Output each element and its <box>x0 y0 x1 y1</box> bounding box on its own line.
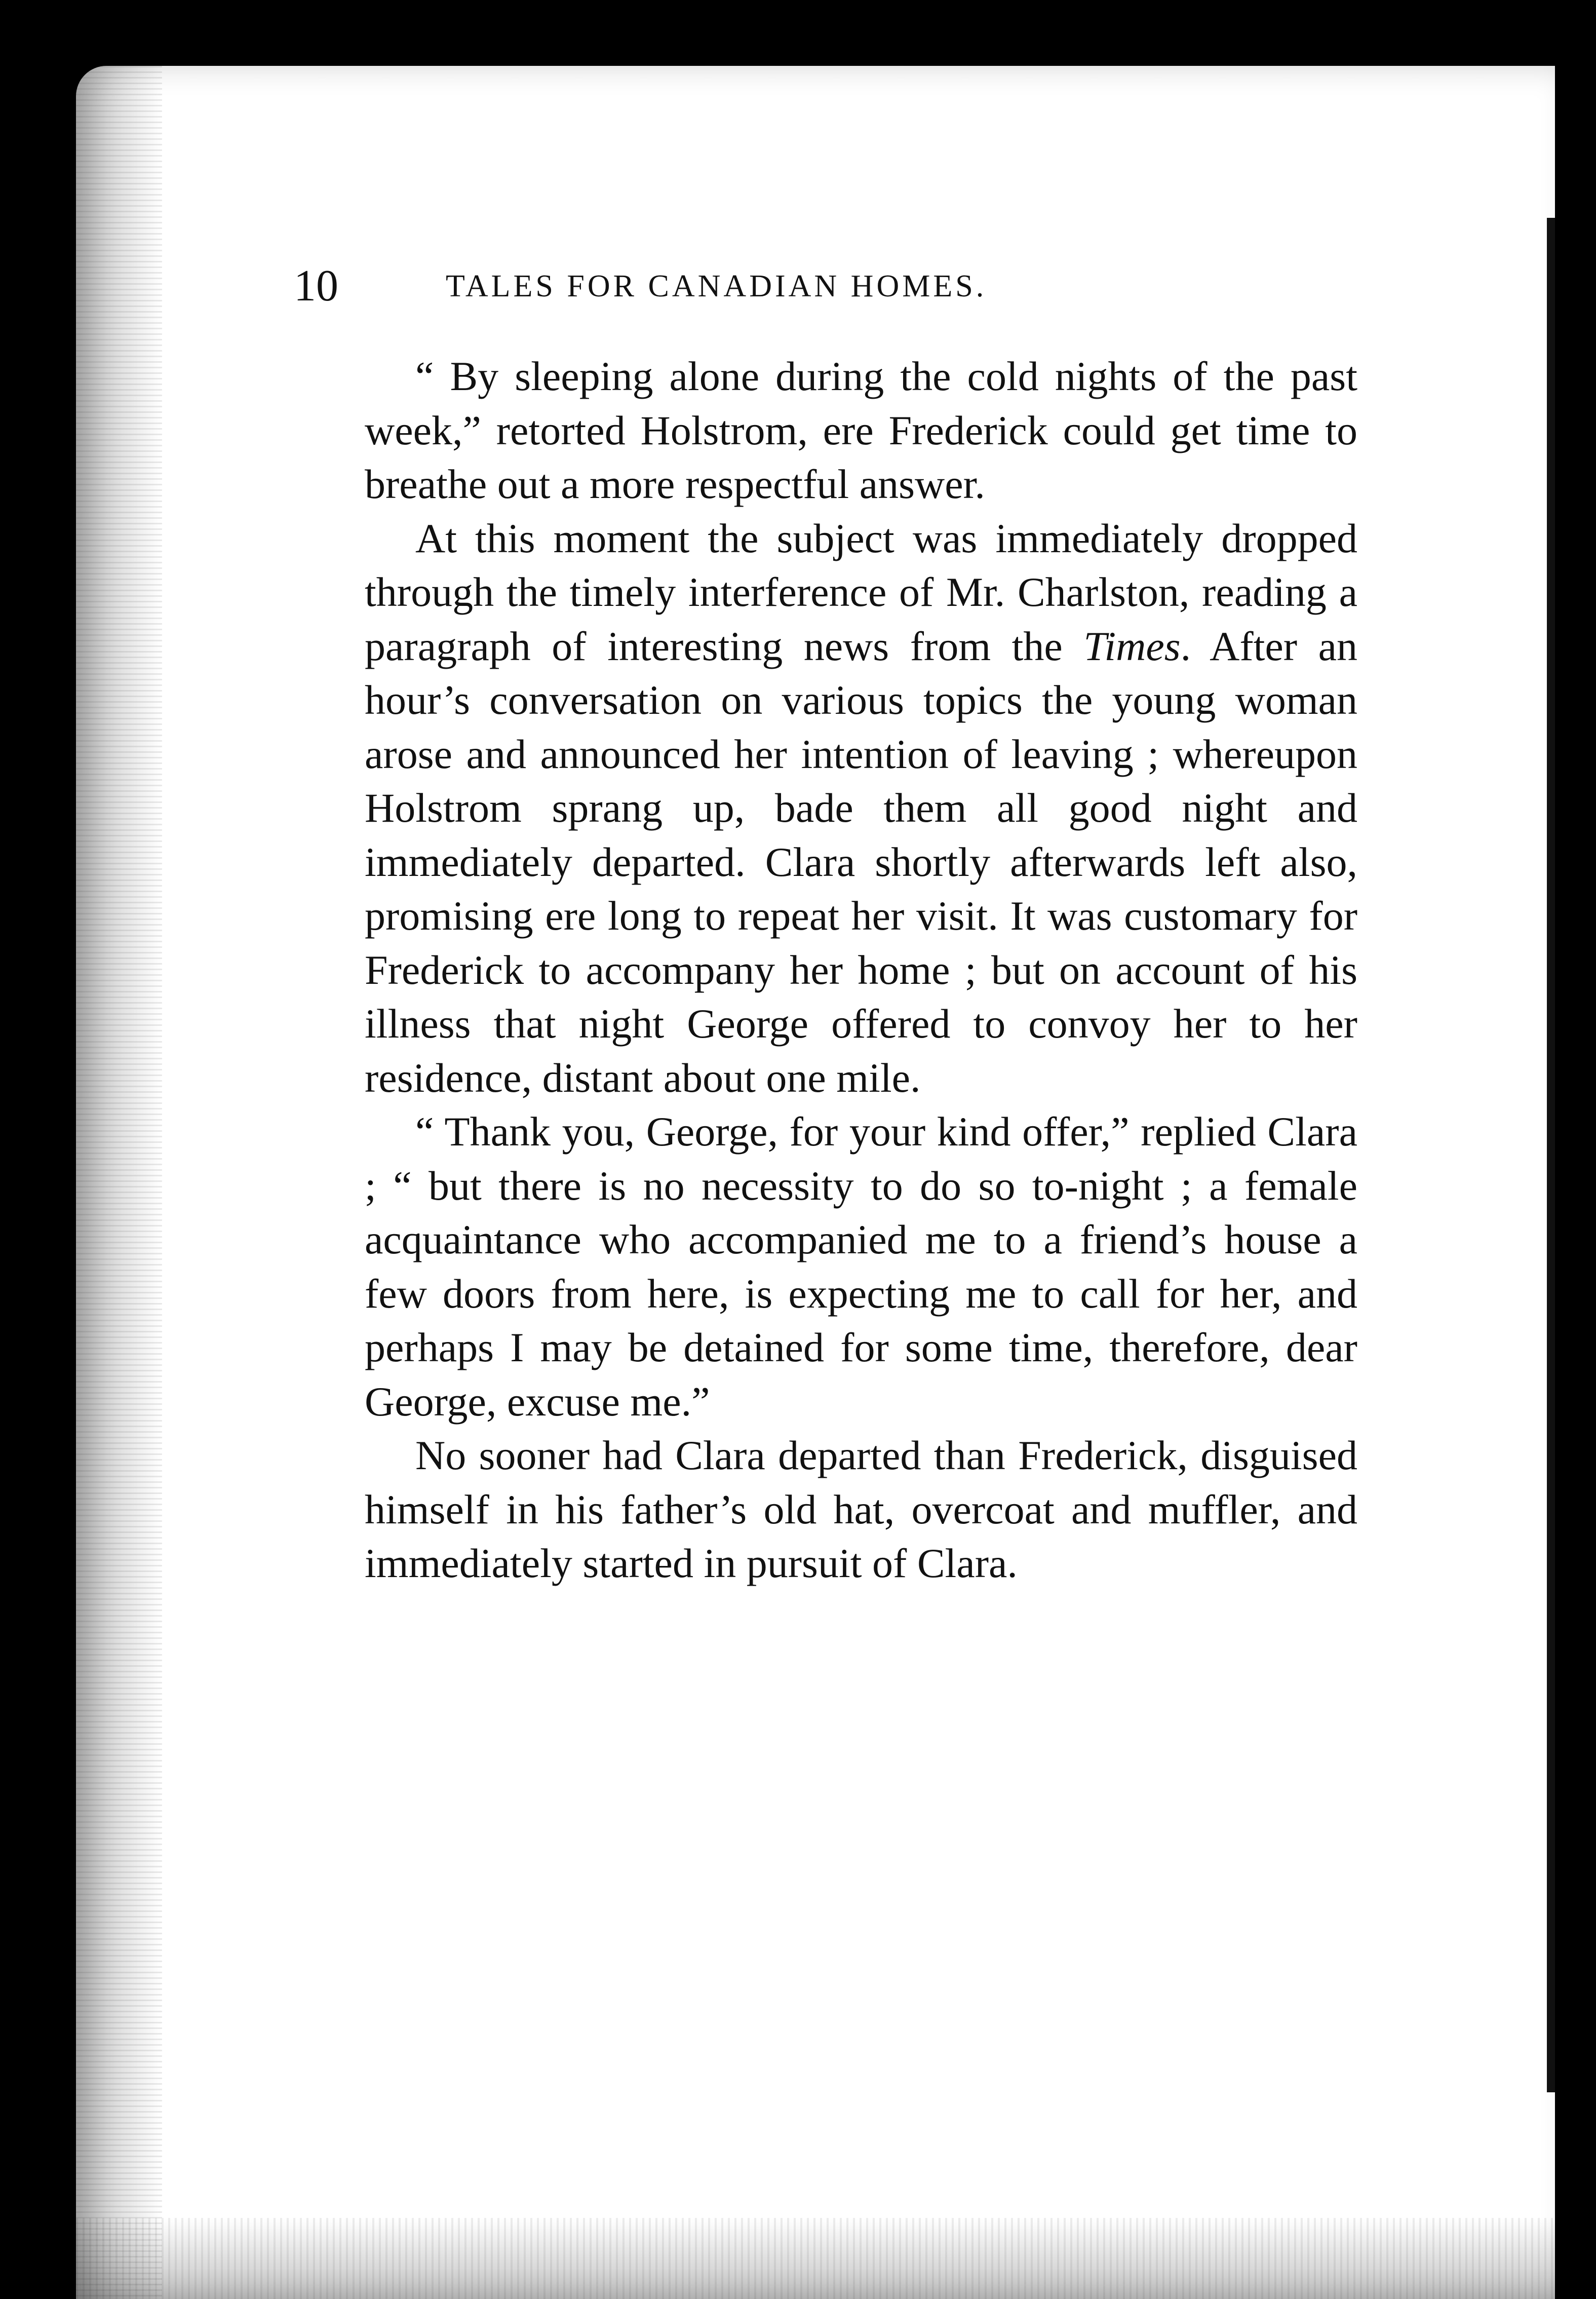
paragraph <box>365 350 1357 512</box>
page-edge-shadow <box>76 66 162 2299</box>
page-number: 10 <box>294 261 338 311</box>
gutter-rule <box>1547 218 1555 2092</box>
running-head-title: TALES FOR CANADIAN HOMES. <box>446 269 987 303</box>
paragraph-text: No sooner had Clara departed than Frederick, disguised himself in his father’s old hat, overcoat and muffler, and immediately started in pursuit of Clara. <box>365 1432 1357 1586</box>
page-bottom-shadow <box>76 2218 1555 2299</box>
running-head <box>294 258 1256 314</box>
paragraph-text: “ Thank you, George, for your kind offer,” replied Clara ; “ but there is no necessity to do so to-night ; a female acquaintance who accompanied me to a friend’s house a few doors from here, is expecting me to call for her, and perhaps I may be detained for some time, therefore, dear George, excuse me.” <box>365 1108 1357 1425</box>
body-text <box>365 350 1357 1591</box>
paragraph <box>365 1429 1357 1591</box>
paragraph <box>365 1105 1357 1429</box>
newspaper-title: Times <box>1083 623 1181 669</box>
paragraph-text: At this moment the subject was immediately dropped through the timely interference of Mr. Charlston, reading a paragraph of interesting news from the <box>365 515 1357 669</box>
paragraph <box>365 512 1357 1105</box>
paragraph-text: “ By sleeping alone during the cold nights of the past week,” retorted Holstrom, ere Frederick could get time to breathe out a more respectful answer. <box>365 353 1357 507</box>
paragraph-text: . After an hour’s conversation on various topics the young woman arose and announced her intention of leaving ; whereupon Holstrom sprang up, bade them all good night and immediately departed. Clara shortly afterwards left also, promising ere long to repeat her visit. It was customary for Frederick to accompany her home ; but on account of his illness that night George offered to convoy her to her residence, distant about one mile. <box>365 623 1357 1101</box>
